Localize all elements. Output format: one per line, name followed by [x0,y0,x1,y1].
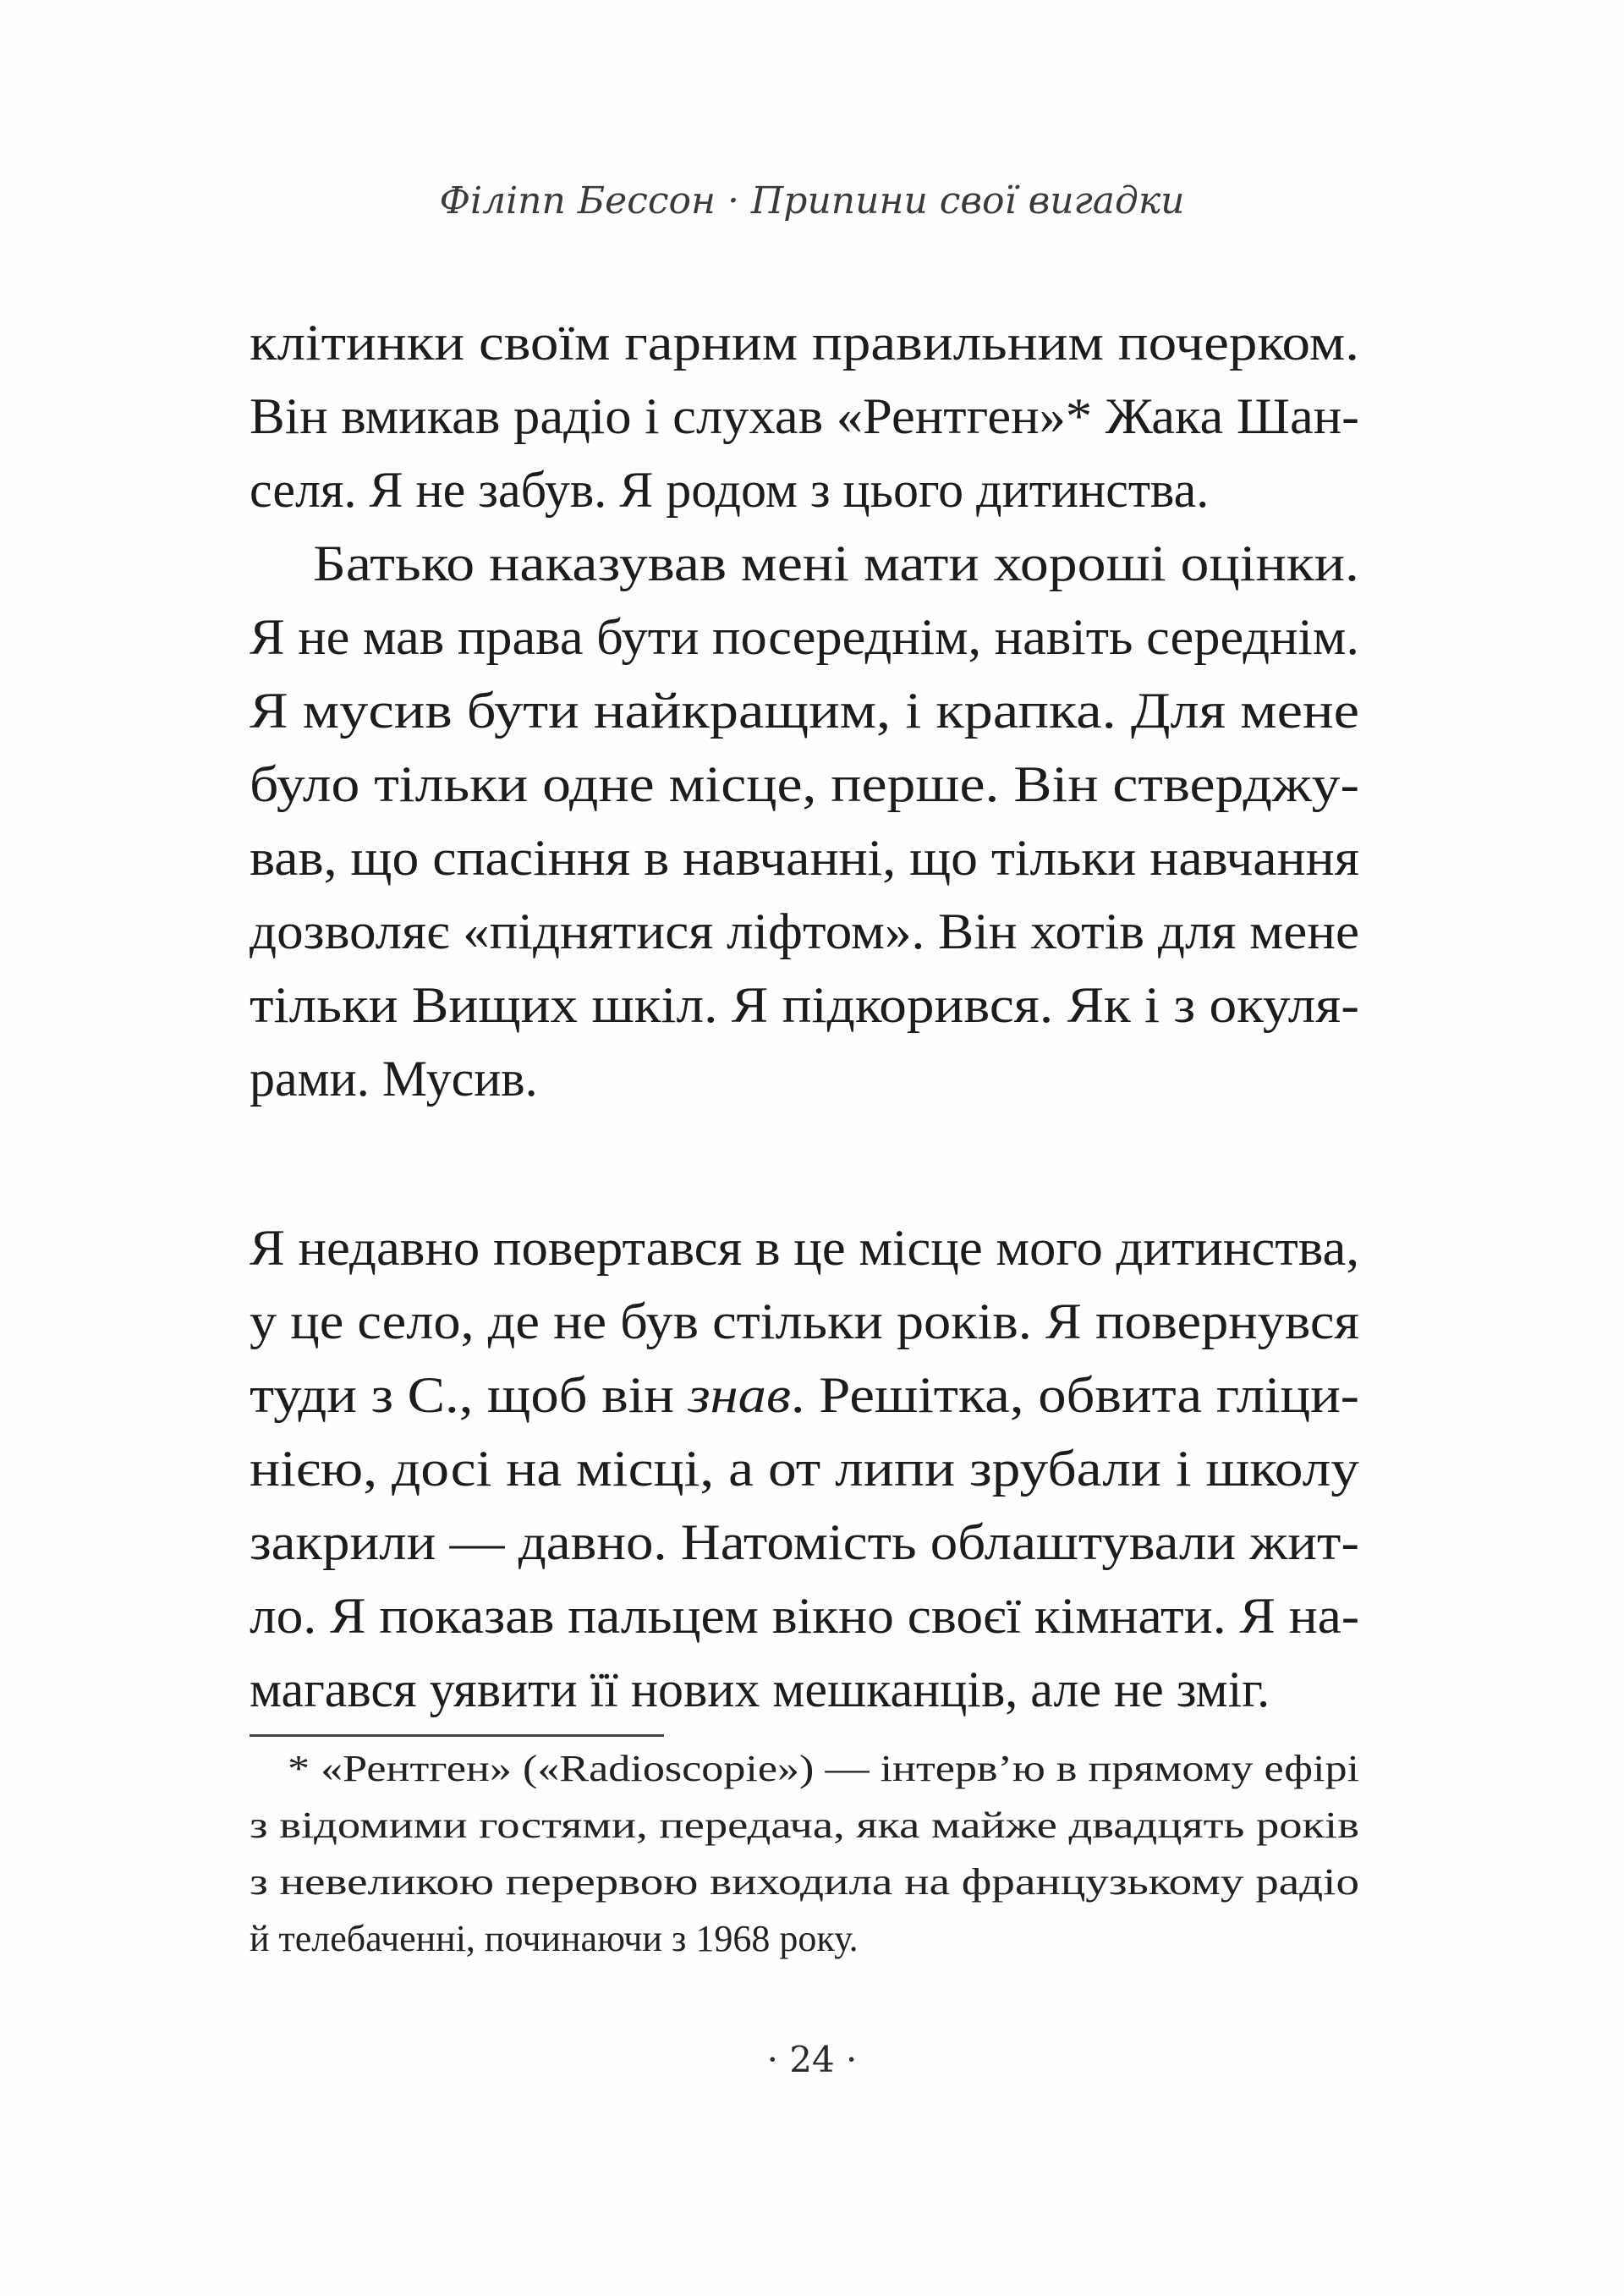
running-head: Філіпп Бессон · Припини свої вигадки [439,179,1185,222]
text-line: магався уявити її нових мешканців, але не зміг. [250,1662,1270,1717]
footnote-line: з відомими гостями, передача, яка майже двадцять років [250,1804,1359,1846]
text-line [250,1359,1359,1432]
text-line: Я не мав права бути посереднім, навіть середнім. [250,609,1359,665]
text-span: туди з С., щоб він [250,1367,689,1423]
text-line: закрили — давно. Натомість облаштували жит- [250,1514,1359,1570]
text-line: нією, досі на місці, а от липи зрубали і школу [250,1441,1359,1497]
text-line: Я мусив бути найкращим, і крапка. Для мене [250,683,1359,739]
text-line: Батько наказував мені мати хороші оцінки. [313,536,1359,591]
footnote [250,1740,1359,1967]
footnote-line: й телебаченні, починаючи з 1968 року. [250,1918,859,1959]
paragraph-continuation [250,306,1359,1116]
text-line: Він вмикав радіо і слухав «Рентген»* Жака Шан- [250,388,1359,444]
text-line: Я недавно повертався в це місце мого дитинства, [250,1220,1359,1276]
footnote-divider [250,1734,664,1737]
footnote-line: * «Рентген» («Radioscopie») — інтерв’ю в прямому ефірі [288,1748,1359,1789]
footnote-line: з невеликою перервою виходила на французькому радіо [250,1861,1359,1903]
text-line: вав, що спасіння в навчанні, що тільки навчання [250,830,1360,886]
text-line: ло. Я показав пальцем вікно своєї кімнати. Я на- [250,1588,1359,1644]
text-line: у це село, де не був стільки років. Я повернувся [250,1294,1359,1349]
text-line: дозволяє «піднятися ліфтом». Він хотів для мене [250,904,1359,959]
text-line: селя. Я не забув. Я родом з цього дитинства. [250,462,1210,518]
text-line: рами. Мусив. [250,1051,538,1107]
text-line: клітинки своїм гарним правильним почерком. [250,315,1359,371]
page-number: · 24 · [766,2039,858,2080]
paragraph-section-break [250,1211,1359,1727]
text-line: тільки Вищих шкіл. Я підкорився. Як і з окуля- [250,977,1359,1033]
text-line: було тільки одне місце, перше. Він стверджу- [250,756,1359,812]
emphasis-text: знав [688,1367,791,1423]
text-span: . Решітка, обвита гліци- [790,1367,1359,1423]
